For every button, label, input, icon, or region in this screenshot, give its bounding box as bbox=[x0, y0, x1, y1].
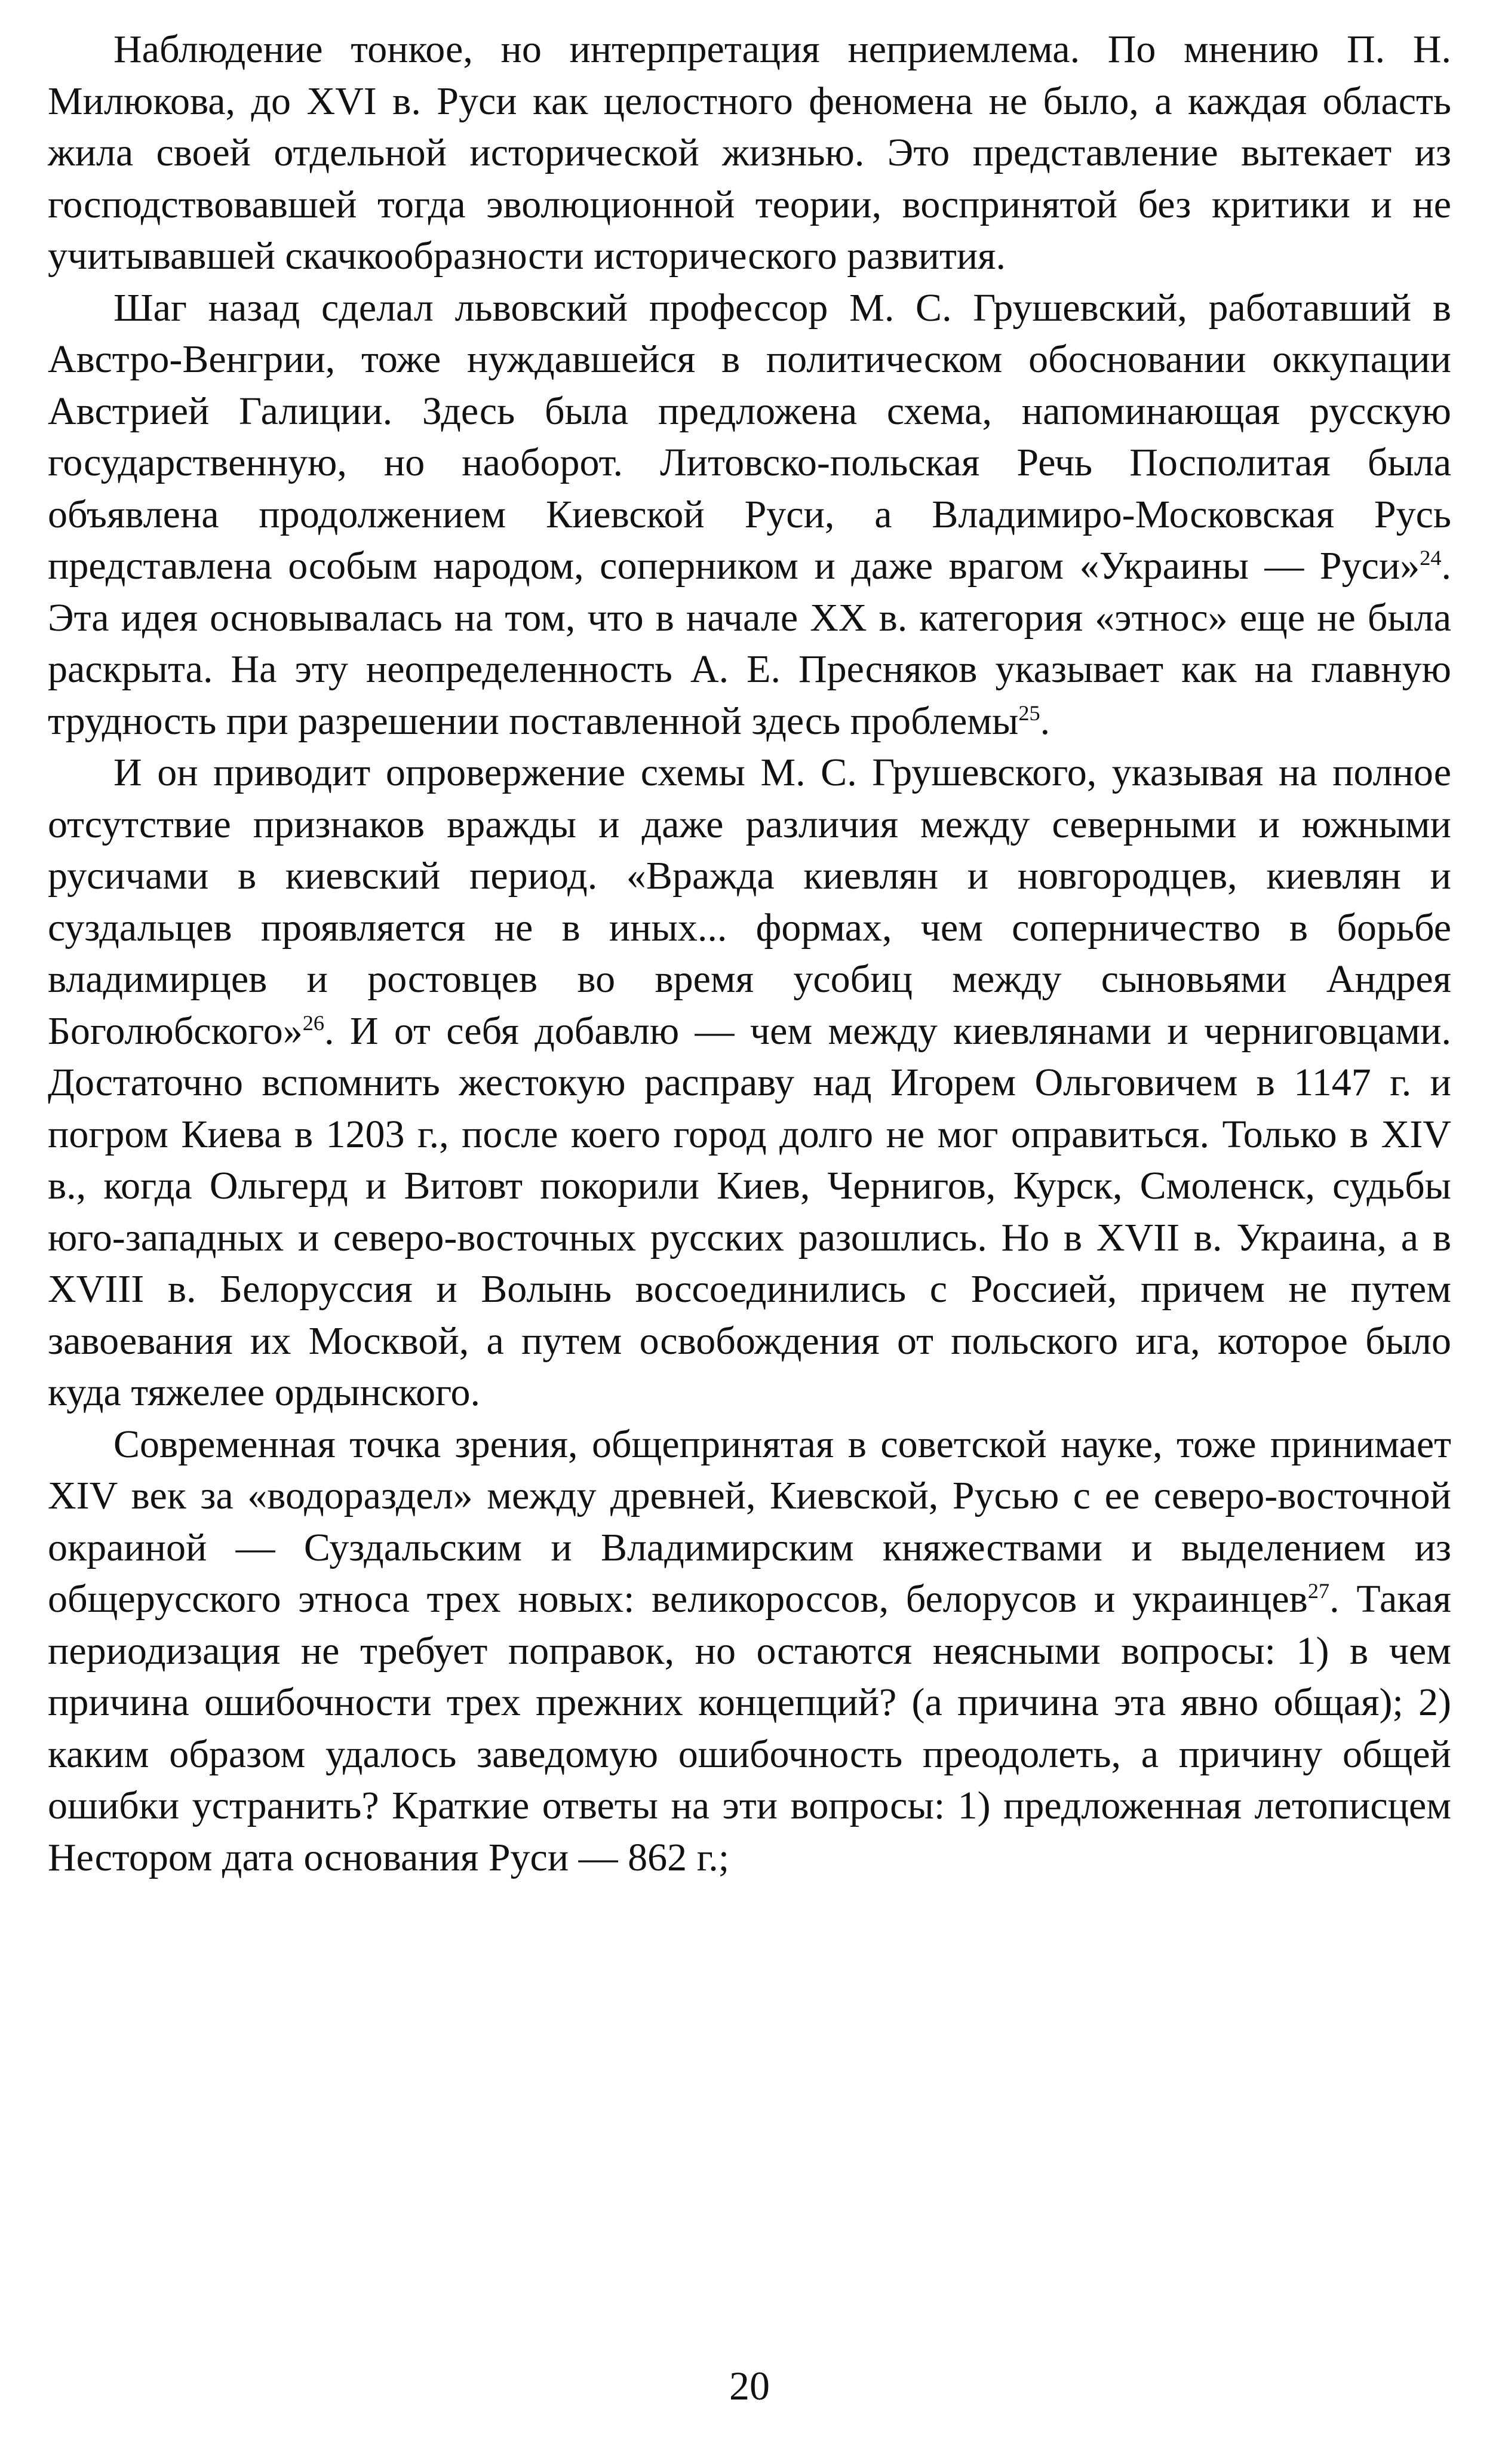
paragraph-1 bbox=[48, 24, 1451, 282]
paragraph-2 bbox=[48, 282, 1451, 748]
text-run: Шаг назад сделал львовский профессор М. С. Грушевский, работавший в Австро-Венгрии, тоже нуждавшейся в политическом обосновании оккупации Австрией Галиции. Здесь была предложена схема, напоминающая русскую государственную, но наоборот. Литовско-польская Речь Посполитая была объявлена продолжением Киевской Руси, а Владимиро-Московская Русь представлена особым народом, соперником и даже врагом «Украины — Руси» bbox=[48, 285, 1451, 588]
text-run: . Эта идея основывалась на том, что в начале XX в. категория «этнос» еще не была раскрыта. На эту неопределенность А. Е. Пресняков указывает как на главную трудность при разрешении поставленной здесь проблемы bbox=[48, 544, 1451, 743]
page-number: 20 bbox=[729, 2363, 770, 2408]
book-page bbox=[48, 24, 1451, 2437]
footnote-ref-27: 27 bbox=[1307, 1579, 1330, 1603]
text-run: Наблюдение тонкое, но интерпретация неприемлема. По мнению П. Н. Милюкова, до XVI в. Руси как целостного феномена не было, а каждая область жила своей отдельной исторической жизнью. Это представление вытекает из господствовавшей тогда эволюционной теории, воспринятой без критики и не учитывавшей скачкообразности исторического развития. bbox=[48, 27, 1451, 278]
text-run: И он приводит опровержение схемы М. С. Грушевского, указывая на полное отсутствие признаков вражды и даже различия между северными и южными русичами в киевский период. «Вражда киевлян и новгородцев, киевлян и суздальцев проявляется не в иных... формах, чем соперничество в борьбе владимирцев и ростовцев во время усобиц между сыновьями Андрея Боголюбского» bbox=[48, 751, 1451, 1053]
text-run: . Такая периодизация не требует поправок, но остаются неясными вопросы: 1) в чем причина ошибочности трех прежних концепций? (а причина эта явно общая); 2) каким образом удалось заведомую ошибочность преодолеть, а причину общей ошибки устранить? Краткие ответы на эти вопросы: 1) предложенная летописцем Нестором дата основания Руси — 862 г.; bbox=[48, 1577, 1451, 1879]
footnote-ref-24: 24 bbox=[1420, 546, 1442, 570]
footnote-ref-26: 26 bbox=[302, 1010, 325, 1035]
paragraph-4 bbox=[48, 1419, 1451, 1884]
footnote-ref-25: 25 bbox=[1018, 701, 1040, 725]
text-run: . bbox=[1040, 699, 1050, 743]
text-run: Современная точка зрения, общепринятая в советской науке, тоже принимает XIV век за «водораздел» между древней, Киевской, Русью с ее северо-восточной окраиной — Суздальским и Владимирским княжествами и выделением из общерусского этноса трех новых: великороссов, белорусов и украинцев bbox=[48, 1422, 1451, 1621]
body-text bbox=[48, 24, 1451, 1884]
text-run: . И от себя добавлю — чем между киевлянами и черниговцами. Достаточно вспомнить жестокую расправу над Игорем Ольговичем в 1147 г. и погром Киева в 1203 г., после коего город долго не мог оправиться. Только в XIV в., когда Ольгерд и Витовт покорили Киев, Чернигов, Курск, Смоленск, судьбы юго-западных и северо-восточных русских разошлись. Но в XVII в. Украина, а в XVIII в. Белоруссия и Волынь воссоединились с Россией, причем не путем завоевания их Москвой, а путем освобождения от польского ига, которое было куда тяжелее ордынского. bbox=[48, 1009, 1451, 1414]
paragraph-3 bbox=[48, 747, 1451, 1419]
